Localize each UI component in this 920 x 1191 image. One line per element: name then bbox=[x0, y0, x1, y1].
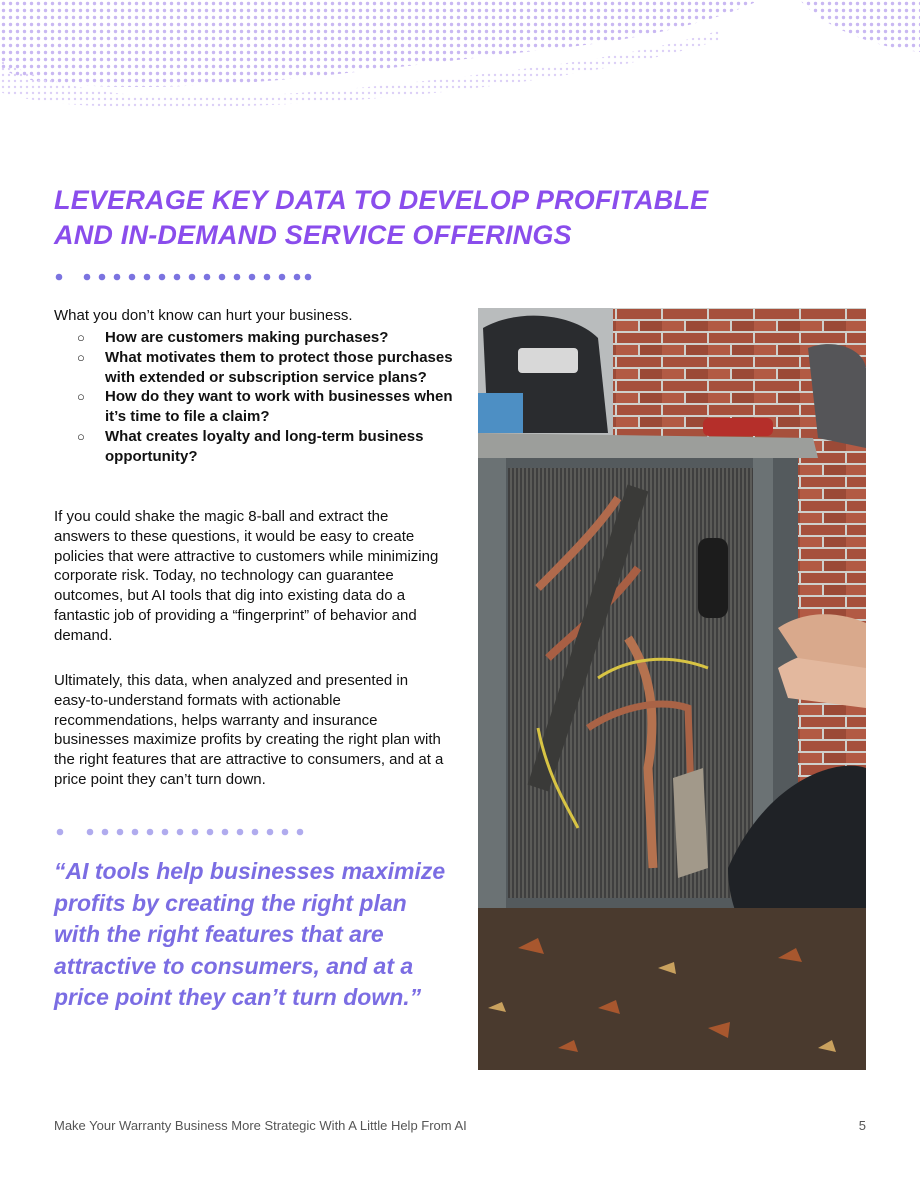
decorative-wave-pattern bbox=[0, 0, 920, 110]
list-item: ○ How are customers making purchases? bbox=[54, 328, 454, 348]
page-number: 5 bbox=[858, 1118, 866, 1133]
heading-line-1: LEVERAGE KEY DATA TO DEVELOP PROFITABLE bbox=[54, 185, 709, 215]
heading-line-2: AND IN-DEMAND SERVICE OFFERINGS bbox=[54, 220, 572, 250]
body-paragraph-2: Ultimately, this data, when analyzed and presented in easy-to-understand formats with actionable recommendations, helps warranty and insurance businesses maximize profits by creating the right plan with the right features that are attractive to consumers, and at a price point they can’t turn down. bbox=[54, 672, 444, 788]
list-item: ○ How do they want to work with businesses when it’s time to file a claim? bbox=[54, 387, 454, 427]
footer-title: Make Your Warranty Business More Strategic With A Little Help From AI bbox=[54, 1118, 467, 1133]
list-item: ○ What motivates them to protect those purchases with extended or subscription service plans? bbox=[54, 348, 454, 388]
dot-divider-bottom bbox=[54, 826, 319, 838]
list-item: ○ What creates loyalty and long-term business opportunity? bbox=[54, 427, 454, 467]
dot-divider-top bbox=[54, 271, 319, 283]
pull-quote: “AI tools help businesses maximize profits by creating the right plan with the right features that are attractive to consumers, and at a price point they can’t turn down.” bbox=[54, 858, 446, 1011]
body-paragraph-1: If you could shake the magic 8-ball and extract the answers to these questions, it would be easy to create policies that were attractive to customers while minimizing corporate risk. Today, no technology can guarantee outcomes, but AI tools that dig into existing data do a fantastic job of providing a “fingerprint” of behavior and demand. bbox=[54, 508, 439, 644]
hvac-repair-photo bbox=[478, 308, 866, 1070]
questions-list bbox=[54, 328, 454, 467]
intro-text: What you don’t know can hurt your business. bbox=[54, 307, 353, 324]
section-heading bbox=[54, 183, 754, 253]
